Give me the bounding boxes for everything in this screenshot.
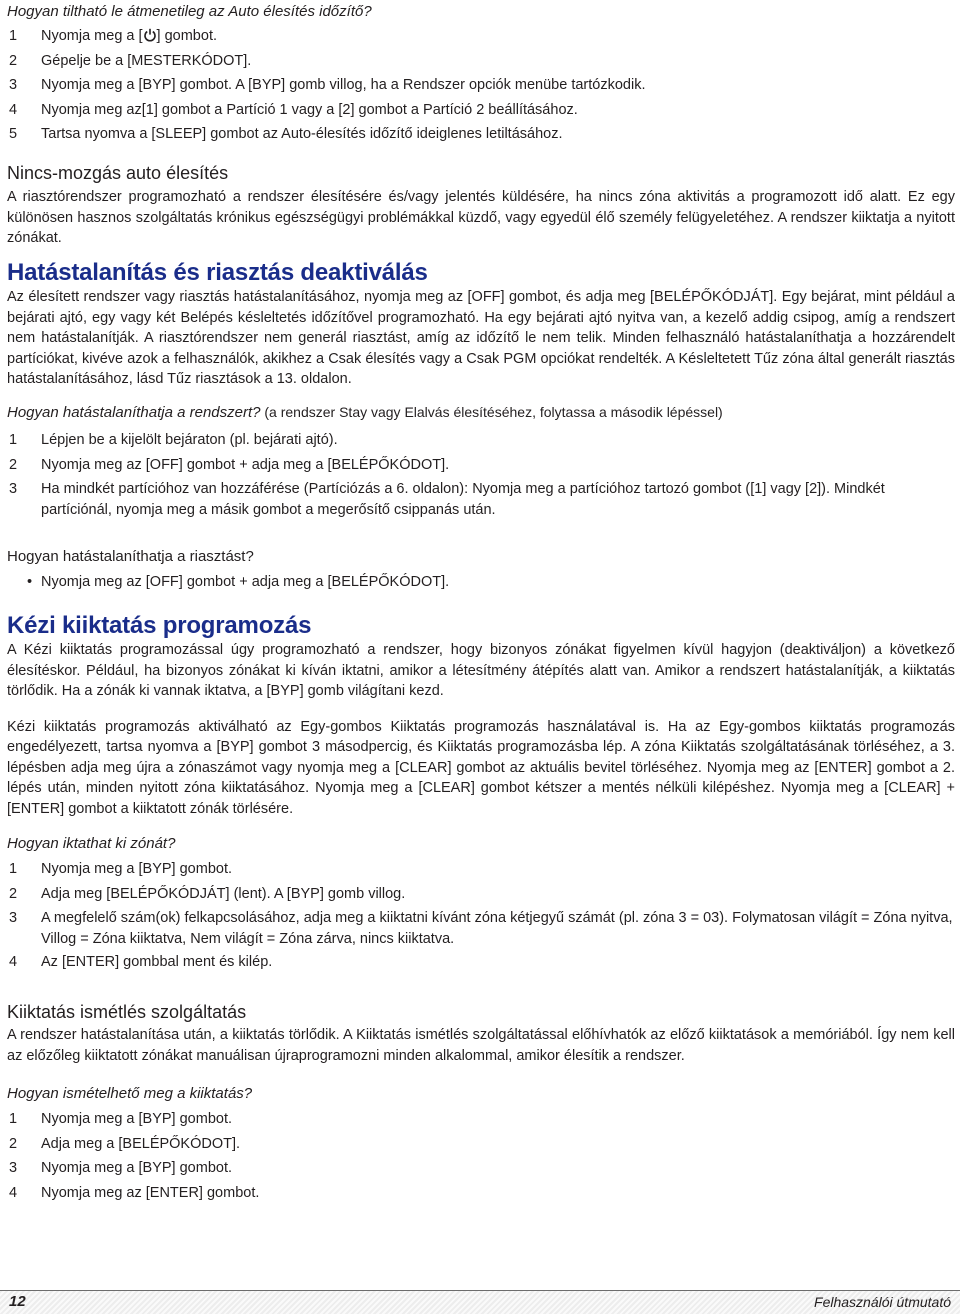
list-item	[7, 477, 955, 521]
section-body: A Kézi kiiktatás programozással úgy programozható a rendszer, hogy bizonyos zónákat figyelmen kívül hagyjon (deaktiváljon) a következő élesítéskor. Például, ha bizonyos zónákat ki kíván iktatni, amikor a létesítmény átépítés alatt van. Amikor a rendszert hatástalanítják, a kiiktatás törlődik. Ha a zónák ki vannak iktatva, a [BYP] gomb világítani kezd.	[7, 642, 955, 699]
list-item	[7, 73, 955, 98]
step-text: Adja meg a [BELÉPŐKÓDOT].	[41, 1135, 241, 1152]
page-footer	[0, 1290, 960, 1314]
section-heading: Kézi kiiktatás programozás	[7, 612, 312, 639]
step-number: 2	[9, 52, 18, 69]
bypass-question	[7, 834, 955, 975]
section-body: Az élesített rendszer vagy riasztás hatástalanításához, nyomja meg az [OFF] gombot, és adja meg [BELÉPŐKÓDJÁT]. Egy bejárat, mint például a bejárati ajtó, egy vagy két Belépés késleltetés időzítővel programozható. Ha egy bejárati ajtó nyitva van, a kezelő addig csipog, amíg a rendszert nem hatástalanítják. A riasztórendszer nem generál riasztást, amíg az időzítő le nem telik. Minden felhasználó hatástalaníthatja a hozzárendelt partíciókat, kivéve azok a felhasználók, akikhez a Csak élesítés vagy a Csak PGM opciókat rendelték. A Késleltetett Tűz zóna által generált riasztás hatástalanításához, lásd Tűz riasztások a 13. oldalon.	[7, 289, 955, 387]
step-number: 4	[9, 1184, 18, 1201]
question-recall: Hogyan ismételhető meg a kiiktatás?	[7, 1085, 253, 1102]
step-number: 2	[9, 456, 18, 473]
step-text: Nyomja meg az[1] gombot a Partíció 1 vagy a [2] gombot a Partíció 2 beállításához.	[41, 101, 578, 118]
step-number: 1	[9, 28, 18, 44]
list-item	[7, 428, 955, 453]
list-item	[7, 950, 955, 975]
section-body: A rendszer hatástalanítása után, a kiiktatás törlődik. A Kiiktatás ismétlés szolgáltatással előhívhatók az előző kiiktatások a memóriából. Így nem kell az előzőleg kiiktatott zónákat manuálisan újraprogramozni minden alkalommal, amikor élesítik a rendszer.	[7, 1027, 955, 1064]
question-auto-timer: Hogyan tiltható le átmenetileg az Auto élesítés időzítő?	[7, 3, 372, 20]
section-body: A riasztórendszer programozható a rendszer élesítésére és/vagy jelentés küldésére, ha nincs zóna aktivitás a programozott idő alatt. Ez egy különösen hasznos szolgáltatás krónikus egészségügyi problémákkal küzdő, vagy egyedül élő személy felügyeletéhez. A rendszer kiiktatja a nyitott zónákat.	[7, 189, 955, 246]
question-text: Hogyan hatástalaníthatja a rendszert?	[7, 404, 261, 421]
list-item	[7, 122, 955, 147]
recall-section	[7, 1002, 955, 1066]
step-text: Nyomja meg az [OFF] gombot + adja meg a [BELÉPŐKÓDOT].	[41, 574, 450, 590]
step-number: 2	[9, 885, 18, 902]
question-disarm-alarm: Hogyan hatástalaníthatja a riasztást?	[7, 548, 254, 565]
manual-title: Felhasználói útmutató	[814, 1294, 951, 1310]
list-item	[7, 1107, 955, 1132]
list-item	[7, 1156, 955, 1181]
bypass-steps	[7, 857, 955, 975]
question-disarm-system	[7, 403, 955, 422]
step-text: Nyomja meg a [BYP] gombot.	[41, 1160, 232, 1176]
recall-steps	[7, 1107, 955, 1205]
list-item	[7, 98, 955, 123]
step-text: Nyomja meg a [BYP] gombot.	[41, 861, 232, 877]
recall-question	[7, 1084, 955, 1205]
step-text: Tartsa nyomva a [SLEEP] gombot az Auto-élesítés időzítő ideiglenes letiltásához.	[41, 126, 563, 142]
section-subtitle: Nincs-mozgás auto élesítés	[7, 163, 229, 183]
disarm-alarm-question	[7, 547, 955, 595]
page-number: 12	[9, 1293, 26, 1310]
step-number: 3	[9, 1160, 18, 1176]
step-number: 3	[9, 77, 18, 93]
step-number: 5	[9, 126, 18, 142]
question-bypass: Hogyan iktathat ki zónát?	[7, 835, 176, 852]
step-number: 1	[9, 432, 18, 448]
step-text: Gépelje be a [MESTERKÓDOT].	[41, 52, 252, 69]
step-number: 1	[9, 1111, 18, 1127]
auto-timer-section	[7, 2, 955, 147]
step-text: Nyomja meg az [ENTER] gombot.	[41, 1184, 260, 1201]
list-item	[7, 1132, 955, 1157]
list-item	[7, 857, 955, 882]
step-text: Nyomja meg a [BYP] gombot. A [BYP] gomb villog, ha a Rendszer opciók menübe tartózkodik.	[41, 77, 646, 93]
question-note: (a rendszer Stay vagy Elalvás élesítéséhez, folytassa a második lépéssel)	[260, 404, 723, 420]
disarm-system-question	[7, 403, 955, 521]
list-item	[7, 906, 955, 950]
step-text: Nyomja meg az [OFF] gombot + adja meg a [BELÉPŐKÓDOT].	[41, 456, 450, 473]
disarm-section	[7, 259, 955, 390]
step-number: 1	[9, 861, 18, 877]
list-item	[7, 1181, 955, 1206]
list-item	[7, 49, 955, 74]
list-item	[7, 453, 955, 478]
section-heading: Hatástalanítás és riasztás deaktiválás	[7, 259, 428, 286]
list-item	[7, 570, 955, 595]
section-subtitle: Kiiktatás ismétlés szolgáltatás	[7, 1002, 247, 1022]
step-text: A megfelelő szám(ok) felkapcsolásához, adja meg a kiiktatni kívánt zóna kétjegyű számát (pl. zóna 3 = 03). Folymatosan világít = Zóna nyitva, Villog = Zóna kiiktatva, Nem világít = Zóna zárva, nincs kiiktatva.	[41, 910, 953, 947]
power-icon	[143, 26, 157, 40]
step-text: Ha mindkét partícióhoz van hozzáférése (Partíciózás a 6. oldalon): Nyomja meg a partícióhoz tartozó gombot ([1] vagy [2]). Mindkét partíciónál, nyomja meg a másik gombot a megerősítő csippanás után.	[41, 481, 885, 518]
step-number: 3	[9, 910, 18, 926]
step-number: 3	[9, 481, 18, 497]
step-number: 2	[9, 1135, 18, 1152]
step-text: Nyomja meg a [	[41, 28, 143, 44]
step-text: Nyomja meg a [BYP] gombot.	[41, 1111, 232, 1127]
disarm-steps	[7, 428, 955, 521]
list-item	[7, 882, 955, 907]
step-text: Adja meg [BELÉPŐKÓDJÁT] (lent). A [BYP] gomb villog.	[41, 885, 406, 902]
step-text: Az [ENTER] gombbal ment és kilép.	[41, 954, 273, 970]
no-motion-section	[7, 163, 955, 249]
step-number: 4	[9, 101, 18, 118]
step-text: ] gombot.	[156, 28, 217, 44]
step-number: 4	[9, 954, 18, 970]
section-body: Kézi kiiktatás programozás aktiválható az Egy-gombos Kiiktatás programozás használatával is. Ha az Egy-gombos kiiktatás programozás engedélyezett, tartsa nyomva a [BYP] gombot 3 másodpercig, és Kiiktatás programozásba lép. A zóna Kiiktatás szolgáltatásának törléséhez, a 3. lépésben adja meg újra a zónaszámot vagy nyomja meg a [CLEAR] gombot az aktuális bevitel törléséhez. Nyomja meg az [ENTER] gombot a 2. lépés után, minden nyitott zóna kiiktatásához. Nyomja meg a [CLEAR] gombot kétszer a mentés nélküli kilépéshez. Nyomja meg a [CLEAR] + [ENTER] gombot a kiiktatott zónák törlésére.	[7, 718, 955, 817]
step-text: Lépjen be a kijelölt bejáraton (pl. bejárati ajtó).	[41, 432, 338, 448]
bypass-section	[7, 612, 955, 819]
bullet: •	[27, 574, 33, 590]
list-item	[7, 24, 955, 49]
disarm-alarm-list	[7, 570, 955, 595]
auto-timer-steps	[7, 24, 955, 147]
